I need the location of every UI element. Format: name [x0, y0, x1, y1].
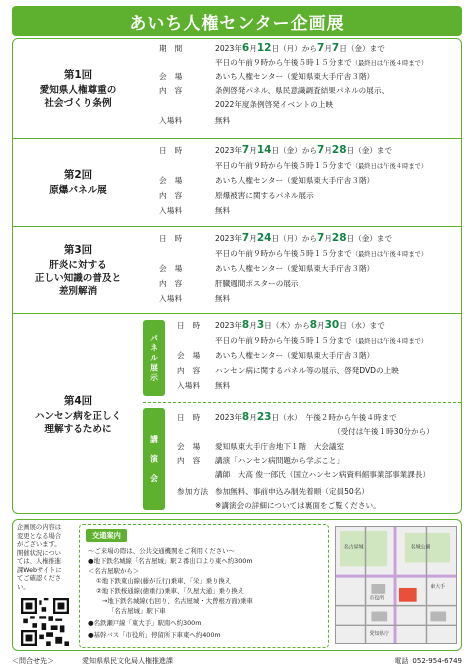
section-title-line: 原爆パネル展	[49, 185, 107, 196]
row-value: 2023年7月24日（月）から7月28日（金）まで	[215, 232, 393, 244]
row-value: ハンセン病に関するパネル等の展示、啓発DVDの上映	[215, 366, 399, 375]
contact-label: ＜問合せ先＞	[12, 656, 54, 665]
row-key: 内 容	[177, 366, 201, 375]
row-value: 平日の午前９時から午後５時１５分まで（最終日は午後４時まで）	[215, 58, 428, 67]
section-heading	[13, 139, 143, 226]
info-box	[12, 519, 462, 651]
schedule-table	[12, 38, 462, 514]
row-value: 愛知県東大手庁舎地下１階 大会議室	[215, 442, 345, 451]
center-marker-icon	[399, 588, 417, 602]
section-details	[153, 227, 457, 314]
section-number: 第1回	[63, 68, 93, 81]
access-line: ●地下鉄名城線「名古屋城」駅２番出口より東へ約300m	[88, 557, 253, 565]
row-value: 原爆被害に関するパネル展示	[215, 191, 314, 200]
section-heading	[13, 227, 143, 313]
row-key: 会 場	[177, 351, 201, 360]
lecture-tag: 講 演 会	[143, 408, 165, 510]
row-key: 日 時	[159, 146, 183, 155]
access-line: ＜名古屋駅から＞	[88, 567, 140, 575]
row-value: 無料	[215, 294, 231, 303]
map-label: 東大手	[430, 583, 446, 590]
section-title-line: 肝炎に対する	[49, 259, 107, 271]
section-2	[13, 139, 461, 227]
access-map	[335, 526, 457, 644]
section-title-line: 社会づくり条例	[44, 97, 112, 109]
section-1	[13, 39, 461, 139]
row-key: 日 時	[177, 321, 201, 330]
row-key: 入場料	[159, 116, 183, 125]
row-value: 2023年8月23日（水） 午後２時から午後４時まで	[215, 411, 397, 423]
map-label: 名城公園	[410, 544, 431, 551]
row-value: 肝臓週間ポスターの展示	[215, 279, 299, 288]
row-value: あいち人権センター（愛知県東大手庁舎３階）	[215, 176, 375, 185]
map-label: 愛知県庁	[369, 631, 390, 638]
row-key: 会 場	[159, 176, 183, 185]
row-value: 参加無料、事前申込み制先着順（定員50名）	[215, 487, 369, 496]
section-4	[13, 314, 461, 514]
section-title-line: 理解するために	[44, 423, 112, 435]
row-value: 条例啓発パネル、県民意識調査結果パネルの展示、	[215, 86, 390, 95]
access-line: ～ご来場の際は、公共交通機関をご利用ください～	[88, 547, 235, 555]
access-line: ●名鉄瀬戸線「東大手」駅南へ約300m	[88, 619, 202, 627]
row-value: 2023年7月14日（金）から7月28日（金）まで	[215, 144, 393, 156]
row-value: 無料	[215, 206, 231, 215]
row-key: 会 場	[159, 72, 183, 81]
section-title-line: 差別解消	[58, 285, 98, 297]
row-value: 講師 大高 俊一郎氏（国立ハンセン病資料館事業部事業課長）	[215, 470, 431, 479]
row-value: あいち人権センター（愛知県東大手庁舎３階）	[215, 264, 375, 273]
row-value: （受付は午後１時30分から）	[333, 427, 434, 436]
section-title-line: ハンセン病を正しく	[34, 410, 122, 422]
row-value: あいち人権センター（愛知県東大手庁舎３階）	[215, 72, 375, 81]
access-line: ●基幹バス「市役所」停留所下車東へ約400m	[88, 631, 221, 639]
section-heading	[13, 314, 143, 514]
row-value: 2023年8月3日（木）から8月30日（水）まで	[215, 319, 385, 331]
section-details	[153, 139, 457, 227]
row-key: 内 容	[177, 456, 201, 465]
section-title-line: 愛知県人権尊重の	[39, 84, 117, 96]
section-number: 第4回	[63, 394, 93, 407]
notice-text: 企画展の内容は 変更となる場合 がございます。 開催状況につい ては、人権推進 課Webサイトに てご確認くださ い。	[17, 524, 62, 591]
map-label: 名古屋城	[343, 544, 364, 551]
row-value: 無料	[215, 116, 231, 125]
row-key: 期 間	[159, 44, 183, 53]
section-details	[171, 314, 457, 514]
access-line: 「名古屋城」駅下車	[108, 607, 166, 615]
panel-exhibit-tag: パネル展示	[143, 320, 165, 396]
access-info	[79, 524, 329, 648]
row-key: 会 場	[177, 442, 201, 451]
page-title: あいち人権センター企画展	[12, 6, 462, 36]
section-3	[13, 227, 461, 314]
qr-code-icon[interactable]	[21, 598, 69, 646]
section-heading	[13, 39, 143, 138]
row-key: 会 場	[159, 264, 183, 273]
row-value: 無料	[215, 381, 231, 390]
row-value: あいち人権センター（愛知県東大手庁舎３階）	[215, 351, 375, 360]
access-title: 交通案内	[86, 529, 127, 542]
access-line: →地下鉄名城線(右回り、名古屋城・大曽根方面)乗車	[102, 597, 253, 605]
row-key: 日 時	[159, 234, 183, 243]
row-value: 講演「ハンセン病問題から学ぶこと」	[215, 456, 345, 465]
row-key: 内 容	[159, 191, 183, 200]
map-label: 市役所	[369, 595, 385, 602]
row-value: ※講演会の詳細については裏面をご覧ください。	[215, 501, 381, 510]
access-line: ②地下鉄桜通線(徳重行)乗車、「久屋大通」乗り換え	[96, 587, 245, 595]
row-value: 2022年度条例啓発イベントの上映	[215, 100, 334, 109]
row-key: 日 時	[177, 413, 201, 422]
tel-label: 電話	[394, 656, 409, 665]
department-name: 愛知県県民文化局人権推進課	[82, 656, 173, 665]
row-key: 入場料	[177, 381, 201, 390]
row-key: 参加方法	[177, 487, 209, 496]
row-value: 2023年6月12日（月）から7月7日（金）まで	[215, 42, 385, 54]
section-number: 第2回	[63, 169, 93, 181]
section-details	[153, 39, 457, 139]
row-key: 入場料	[159, 294, 183, 303]
section-title-line: 正しい知識の普及と	[34, 272, 122, 284]
row-key: 内 容	[159, 86, 183, 95]
footer	[12, 654, 462, 667]
row-value: 平日の午前９時から午後５時１５分まで（最終日は午後４時まで）	[215, 336, 428, 345]
section-number: 第3回	[63, 243, 93, 256]
access-line: ①地下鉄東山線(藤が丘行)乗車、「栄」乗り換え	[96, 577, 232, 585]
row-key: 内 容	[159, 279, 183, 288]
row-key: 入場料	[159, 206, 183, 215]
row-value: 平日の午前９時から午後５時１５分まで（最終日は午後４時まで）	[215, 161, 428, 170]
tel-number: 052-954-6749	[412, 656, 462, 665]
row-value: 平日の午前９時から午後５時１５分まで（最終日は午後４時まで）	[215, 249, 428, 258]
